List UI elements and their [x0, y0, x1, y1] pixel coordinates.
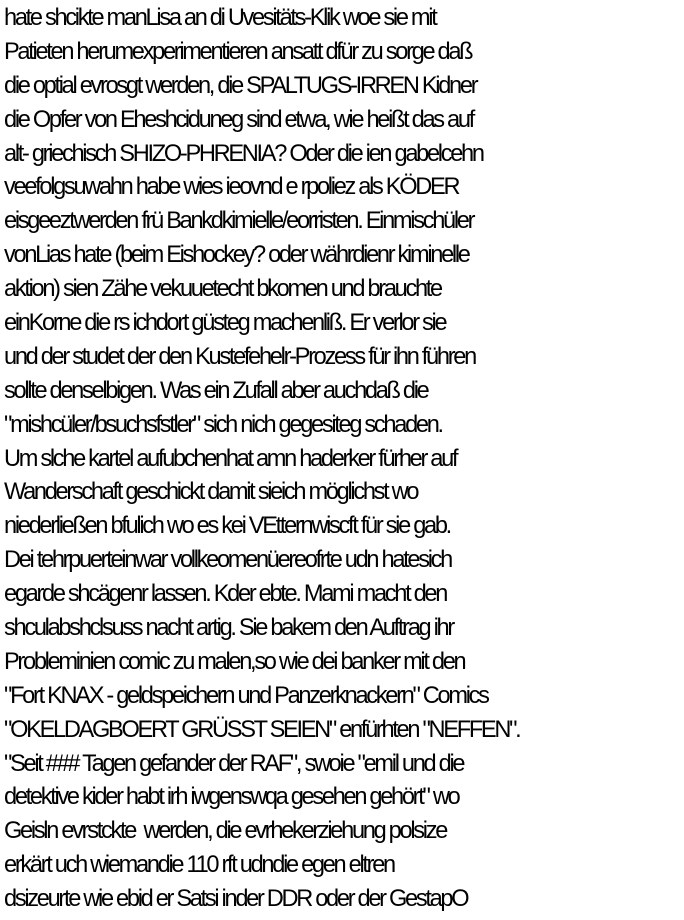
text-line-12: sollte denselbigen. Was ein Zufall aber auchdaß die [4, 377, 428, 404]
text-line-4: die Opfer von Eheshciduneg sind etwa, wie heißt das auf [4, 106, 473, 133]
text-line-13: "mishcüler/bsuchsfstler" sich nich gegesiteg schaden. [4, 411, 442, 438]
text-line-23: "Seit ### Tagen gefander der RAF", swoie "emil und die [4, 750, 464, 777]
text-line-2: Patieten herumexperimentieren ansatt dfür zu sorge daß [4, 38, 472, 65]
text-line-5: alt- griechisch SHIZO-PHRENIA? Oder die ien gabelcehn [4, 140, 483, 167]
text-line-24: detektive kider habt irh iwgenswqa gesehen gehört" wo [4, 784, 459, 811]
text-line-18: egarde shcägenr lassen. Kder ebte. Mami macht den [4, 581, 447, 608]
text-line-3: die optial evrosgt werden, die SPALTUGS-IRREN Kidner [4, 72, 477, 99]
text-line-9: aktion) sien Zähe vekuuetecht bkomen und brauchte [4, 276, 441, 303]
text-line-10: einKorne die rs ichdort güsteg machenliß. Er verlor sie [4, 310, 446, 337]
text-line-7: eisgeeztwerden frü Bankdkimielle/eorristen. Einmischüler [4, 208, 474, 235]
text-line-26: erkärt uch wiemandie 110 rft udndie egen eltren [4, 852, 394, 879]
text-line-6: veefolgsuwahn habe wies ieovnd e rpoliez als KÖDER [4, 174, 459, 201]
text-line-19: shculabshclsuss nacht artig. Sie bakem den Auftrag ihr [4, 615, 453, 642]
text-line-21: "Fort KNAX - geldspeichern und Panzerknackern" Comics [4, 682, 488, 709]
text-line-22: "OKELDAGBOERT GRÜSST SEIEN" enfürhten "NEFFEN". [4, 716, 520, 743]
text-line-20: Probleminien comic zu malen,so wie dei banker mit den [4, 648, 465, 675]
text-line-11: und der studet der den Kustefehelr-Prozess für ihn führen [4, 343, 475, 370]
document-page [4, 2, 684, 917]
text-line-17: Dei tehrpuerteinwar vollkeomenüereofrte udn hatesich [4, 547, 451, 574]
text-line-15: Wanderschaft geschickt damit sieich möglichst wo [4, 479, 418, 506]
text-line-1: hate shcikte manLisa an di Uvesitäts-Klik woe sie mit [4, 5, 436, 31]
text-line-8: vonLias hate (beim Eishockey? oder währdienr kiminelle [4, 242, 469, 269]
text-line-27: dsizeurte wie ebid er Satsi inder DDR oder der GestapO [4, 886, 468, 913]
text-line-25: Geisln evrstckte werden, die evrhekerziehung polsize [4, 818, 447, 845]
text-line-14: Um slche kartel aufubchenhat amn haderker fürher auf [4, 445, 457, 472]
text-line-16: niederließen bfulich wo es kei VEtternwiscft für sie gab. [4, 513, 450, 540]
